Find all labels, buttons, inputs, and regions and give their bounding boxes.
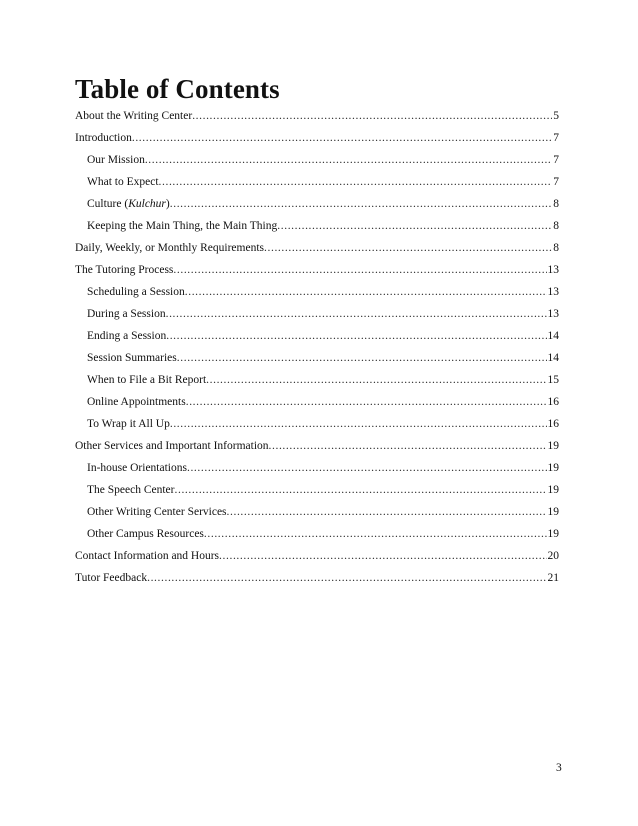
toc-entry-page: 8 [553,242,559,254]
toc-entry-page: 13 [547,286,559,298]
toc-entry-label: Other Writing Center Services [87,506,227,518]
toc-entry-label: Other Services and Important Information [75,440,269,452]
toc-entry[interactable] [75,545,559,567]
toc-entry-label-end: ) [165,198,170,210]
toc-leader-dots [166,325,546,347]
toc-entry-page: 16 [547,396,559,408]
toc-entry-label: In-house Orientations [87,462,187,474]
page-number: 3 [556,762,562,774]
toc-leader-dots [147,567,546,589]
toc-entry-page: 19 [547,440,559,452]
toc-entry-page: 19 [547,506,559,518]
toc-entry[interactable] [87,193,559,215]
toc-entry-label: Session Summaries [87,352,177,364]
toc-leader-dots [185,281,547,303]
toc-entry[interactable] [87,347,559,369]
toc-entry-label: Contact Information and Hours [75,550,220,562]
toc-entry-page: 15 [547,374,559,386]
toc-leader-dots [173,259,546,281]
toc-entry-label [87,193,170,215]
toc-leader-dots [269,435,547,457]
toc-entry[interactable] [87,413,559,435]
toc-leader-dots [175,479,547,501]
toc-leader-dots [227,501,547,523]
toc-entry[interactable] [87,391,559,413]
toc-entry-page: 19 [547,484,559,496]
toc-entry-label: Introduction [75,132,132,144]
toc-entry-page: 14 [547,352,559,364]
toc-leader-dots [159,171,553,193]
toc-entry-page: 7 [553,154,559,166]
toc-entry-label-italic: Kulchur [128,198,166,210]
toc-entry[interactable] [87,523,559,545]
toc-leader-dots [186,391,547,413]
toc-entry-page: 20 [547,550,559,562]
toc-entry[interactable] [75,237,559,259]
toc-leader-dots [170,413,547,435]
toc-leader-dots [192,105,552,127]
toc-entry[interactable] [87,303,559,325]
toc-leader-dots [166,303,547,325]
toc-entry-label: Ending a Session [87,330,167,342]
toc-entry[interactable] [87,501,559,523]
toc-entry[interactable] [87,457,559,479]
toc-entry-label-start: Culture ( [87,198,129,210]
toc-leader-dots [177,347,547,369]
toc-entry-label: About the Writing Center [75,110,193,122]
toc-entry-page: 13 [547,264,559,276]
toc-entry-page: 5 [553,110,559,122]
toc-entry-label: To Wrap it All Up [87,418,170,430]
toc-entry[interactable] [75,567,559,589]
toc-entry-label: Our Mission [87,154,145,166]
toc-leader-dots [219,545,546,567]
toc-entry-label: Daily, Weekly, or Monthly Requirements [75,242,265,254]
toc-entry-page: 8 [553,220,559,232]
toc-entry-page: 8 [553,198,559,210]
toc-entry-label: Tutor Feedback [75,572,148,584]
toc-entry[interactable] [75,105,559,127]
toc-entry-page: 13 [547,308,559,320]
toc-entry-page: 16 [547,418,559,430]
toc-entry[interactable] [75,127,559,149]
toc-entry-label: What to Expect [87,176,159,188]
toc-leader-dots [145,149,552,171]
toc-heading: Table of Contents [75,74,280,104]
toc-entry[interactable] [87,149,559,171]
toc-entry-label: When to File a Bit Report [87,374,207,386]
toc-entry[interactable] [75,259,559,281]
toc-leader-dots [264,237,552,259]
toc-leader-dots [132,127,552,149]
toc-entry[interactable] [75,435,559,457]
toc-entry-label: Other Campus Resources [87,528,204,540]
toc-leader-dots [277,215,552,237]
toc-entry-label: The Tutoring Process [75,264,174,276]
toc-leader-dots [170,193,553,215]
toc-leader-dots [204,523,547,545]
toc-entry[interactable] [87,281,559,303]
toc-leader-dots [187,457,547,479]
toc-entry-label: Keeping the Main Thing, the Main Thing [87,220,278,232]
toc-entry-label: The Speech Center [87,484,175,496]
toc-entry[interactable] [87,171,559,193]
toc-entry[interactable] [87,215,559,237]
toc-entry[interactable] [87,369,559,391]
toc-entry-page: 19 [547,462,559,474]
toc-entry-page: 21 [547,572,559,584]
toc-entry-page: 14 [547,330,559,342]
toc-entry-page: 7 [553,132,559,144]
toc-leader-dots [206,369,546,391]
toc-entry-page: 7 [553,176,559,188]
toc-entry-label: During a Session [87,308,166,320]
toc-entry[interactable] [87,479,559,501]
toc-entry-page: 19 [547,528,559,540]
toc-entry-label: Scheduling a Session [87,286,185,298]
toc-entry[interactable] [87,325,559,347]
toc-entry-label: Online Appointments [87,396,186,408]
